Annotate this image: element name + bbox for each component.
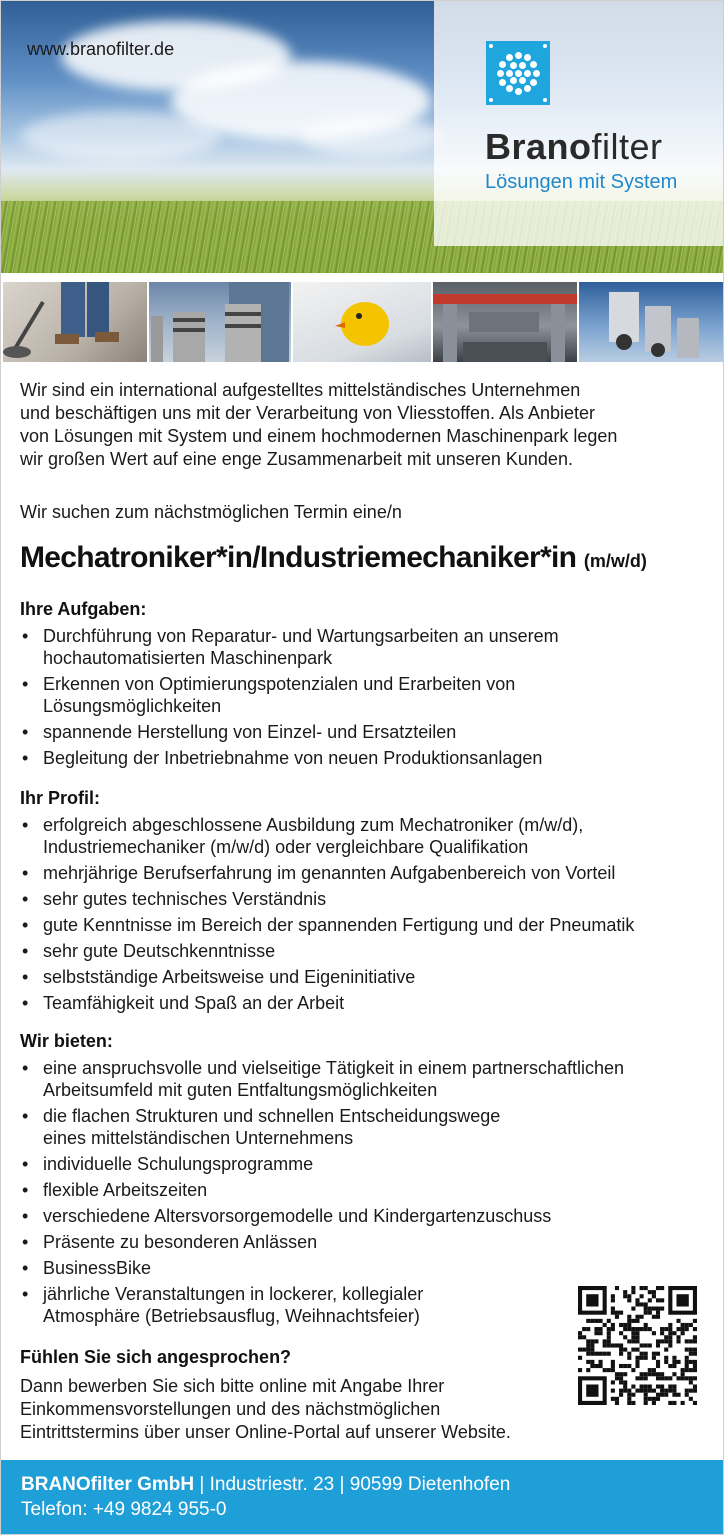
list-item [20, 1153, 710, 1175]
list-item [20, 1179, 710, 1201]
list-item-line: • spannende Herstellung von Einzel- und Ersatzteilen [43, 722, 457, 742]
list-item-line: Lösungsmöglichkeiten [43, 696, 222, 716]
list-item-line: • BusinessBike [43, 1258, 152, 1278]
list-item-line: • Präsente zu besonderen Anlässen [43, 1232, 318, 1252]
job-title-text: Mechatroniker*in/Industriemechaniker*in [20, 541, 577, 574]
footer-address [21, 1474, 510, 1496]
apply-line: Einkommensvorstellungen und des nächstmöglichen [20, 1399, 441, 1419]
list-item-line: • verschiedene Altersvorsorgemodelle und Kindergartenzuschuss [43, 1206, 552, 1226]
logo-panel [434, 1, 724, 246]
footer-phone[interactable]: Telefon: +49 9824 955-0 [21, 1499, 227, 1520]
list-item-line: • Begleitung der Inbetriebnahme von neuen Produktionsanlagen [43, 748, 543, 768]
list-item-line: • flexible Arbeitszeiten [43, 1180, 208, 1200]
list-item-line: • sehr gutes technisches Verständnis [43, 889, 327, 909]
list-item-line: eines mittelständischen Unternehmens [43, 1128, 354, 1148]
list-item [20, 888, 710, 910]
profile-list [20, 814, 710, 1018]
apply-line: Dann bewerben Sie sich bitte online mit Angabe Ihrer [20, 1376, 445, 1396]
brand-logo [485, 126, 663, 167]
list-item-line: • mehrjährige Berufserfahrung im genannten Aufgabenbereich von Vorteil [43, 863, 616, 883]
list-item-line: • gute Kenntnisse im Bereich der spannenden Fertigung und der Pneumatik [43, 915, 635, 935]
tasks-heading: Ihre Aufgaben: [20, 599, 147, 619]
profile-heading: Ihr Profil: [20, 788, 100, 808]
list-item-line: hochautomatisierten Maschinenpark [43, 648, 333, 668]
footer-separator: | [339, 1474, 345, 1495]
hero-banner [1, 1, 724, 273]
list-item-line: • eine anspruchsvolle und vielseitige Tätigkeit in einem partnerschaftlichen [43, 1058, 625, 1078]
list-item-line: Arbeitsumfeld mit guten Entfaltungsmöglichkeiten [43, 1080, 438, 1100]
footer-separator: | [199, 1474, 205, 1495]
list-item-line: • jährliche Veranstaltungen in lockerer, kollegialer [43, 1284, 424, 1304]
tasks-list [20, 625, 710, 773]
apply-line: Eintrittstermins über unser Online-Portal auf unserer Website. [20, 1422, 511, 1442]
brand-tagline: Lösungen mit System [485, 171, 678, 193]
photo-microscope [579, 282, 723, 362]
brand-bold: Brano [485, 126, 592, 167]
job-title-suffix: (m/w/d) [583, 551, 647, 571]
list-item [20, 1257, 710, 1279]
list-item [20, 814, 710, 858]
photo-chick-on-fleece [293, 282, 431, 362]
list-item-line: Industriemechaniker (m/w/d) oder vergleichbare Qualifikation [43, 837, 529, 857]
intro-line: wir großen Wert auf eine enge Zusammenarbeit mit unseren Kunden. [20, 449, 573, 469]
list-item [20, 940, 710, 962]
footer-bar [1, 1460, 724, 1535]
list-item-line: • individuelle Schulungsprogramme [43, 1154, 314, 1174]
list-item [20, 1057, 710, 1101]
list-item [20, 966, 710, 988]
intro-paragraph [20, 379, 710, 471]
list-item-line: • erfolgreich abgeschlossene Ausbildung zum Mechatroniker (m/w/d), [43, 815, 584, 835]
apply-heading: Fühlen Sie sich angesprochen? [20, 1347, 292, 1367]
footer-city: 90599 Dietenhofen [349, 1474, 511, 1495]
website-url[interactable]: www.branofilter.de [27, 39, 175, 59]
list-item [20, 1205, 710, 1227]
list-item [20, 1231, 710, 1253]
list-item [20, 914, 710, 936]
intro-line: von Lösungen mit System und einem hochmodernen Maschinenpark legen [20, 426, 618, 446]
list-item-line: • sehr gute Deutschkenntnisse [43, 941, 276, 961]
intro-line: Wir sind ein international aufgestelltes mittelständisches Unternehmen [20, 380, 581, 400]
brand-light: filter [591, 126, 663, 167]
list-item [20, 862, 710, 884]
photo-strip [1, 282, 724, 362]
dotted-circle-logo-icon [486, 41, 550, 105]
intro-line: und beschäftigen uns mit der Verarbeitung von Vliesstoffen. Als Anbieter [20, 403, 596, 423]
list-item [20, 673, 710, 717]
list-item-line: • Durchführung von Reparatur- und Wartungsarbeiten an unserem [43, 626, 559, 646]
photo-filter-cartridges [149, 282, 291, 362]
job-title [20, 541, 647, 575]
list-item-line: • Teamfähigkeit und Spaß an der Arbeit [43, 993, 345, 1013]
qr-code-icon[interactable] [578, 1286, 697, 1405]
search-sentence: Wir suchen zum nächstmöglichen Termin eine/n [20, 502, 402, 522]
list-item [20, 992, 710, 1014]
list-item [20, 721, 710, 743]
list-item [20, 1105, 710, 1149]
list-item-line: • selbstständige Arbeitsweise und Eigeninitiative [43, 967, 416, 987]
footer-company: BRANOfilter GmbH [21, 1474, 195, 1495]
list-item-line: • Erkennen von Optimierungspotenzialen und Erarbeiten von [43, 674, 516, 694]
list-item [20, 747, 710, 769]
offer-heading: Wir bieten: [20, 1031, 113, 1051]
list-item-line: • die flachen Strukturen und schnellen Entscheidungswege [43, 1106, 501, 1126]
list-item [20, 625, 710, 669]
photo-press-machine [433, 282, 577, 362]
footer-street: Industriestr. 23 [209, 1474, 335, 1495]
photo-vacuum-cleaning [3, 282, 147, 362]
list-item-line: Atmosphäre (Betriebsausflug, Weihnachtsfeier) [43, 1306, 420, 1326]
